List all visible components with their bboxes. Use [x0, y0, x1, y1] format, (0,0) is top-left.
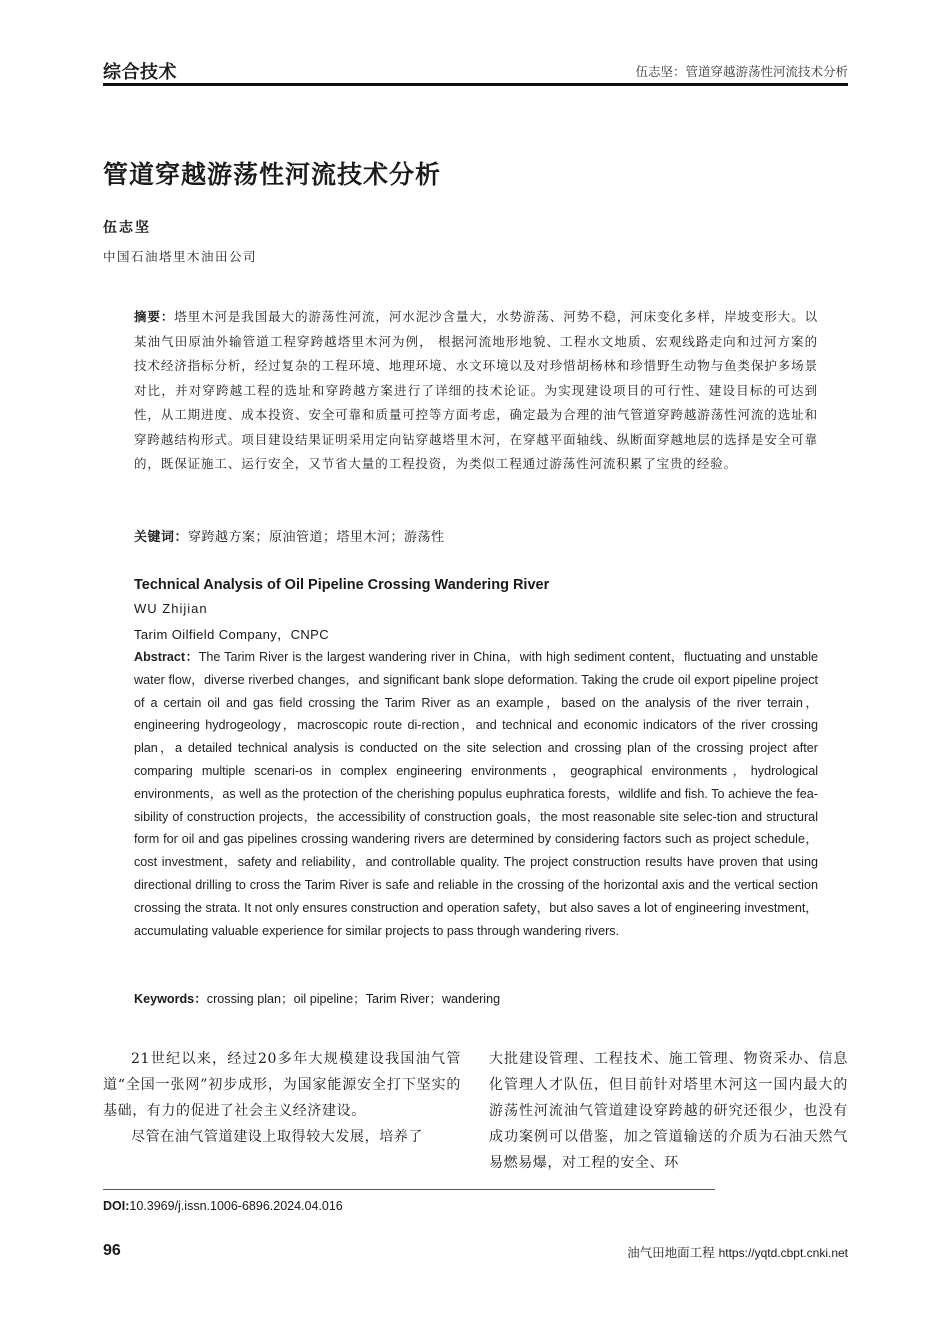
article-title: 管道穿越游荡性河流技术分析 [103, 160, 442, 189]
abstract-text-zh: 塔里木河是我国最大的游荡性河流，河水泥沙含量大，水势游荡、河势不稳，河床变化多样，岸坡变形大。以某油气田原油外输管道工程穿跨越塔里木河为例， 根据河流地形地貌、工程水文地质、宏观线路走向和过河方案的技术经济指标分析，经过复杂的工程环境、地理环境、水文环境以及对珍惜胡杨林和珍惜野生动物与鱼类保护多场景对比，并对穿跨越工程的选址和穿跨越方案进行了详细的技术论证。为实现建设项目的可行性、建设目标的可达到性，从工期进度、成本投资、安全可靠和质量可控等方面考虑，确定最为合理的油气管道穿跨越游荡性河流的选址和穿跨越结构形式。项目建设结果证明采用定向钻穿越塔里木河，在穿越平面轴线、纵断面穿越地层的选择是安全可靠的，既保证施工、运行安全，又节省大量的工程投资，为类似工程通过游荡性河流积累了宝贵的经验。 [134, 309, 819, 471]
author-affiliation-en: Tarim Oilfield Company，CNPC [134, 627, 330, 642]
keywords-label-zh: 关键词： [134, 530, 189, 545]
article-title-en: Technical Analysis of Oil Pipeline Crossing Wandering River [134, 577, 550, 593]
keywords-text-en: crossing plan；oil pipeline；Tarim River；wandering [206, 992, 501, 1006]
author-affiliation: 中国石油塔里木油田公司 [103, 249, 258, 264]
abstract-en [134, 646, 818, 942]
abstract-zh [134, 305, 818, 477]
abstract-label-en: Abstract： [134, 650, 199, 664]
keywords-en [134, 988, 818, 1007]
journal-url[interactable]: https://yqtd.cbpt.cnki.net [718, 1246, 848, 1260]
doi [103, 1199, 343, 1213]
body-paragraph: 大批建设管理、工程技术、施工管理、物资采办、信息化管理人才队伍，但目前针对塔里木河这一国内最大的游荡性河流油气管道建设穿跨越的研究还很少，也没有成功案例可以借鉴，加之管道输送的介质为石油天然气易燃易爆，对工程的安全、环 [489, 1051, 848, 1171]
body-column-right [489, 1046, 848, 1176]
journal-info [627, 1243, 848, 1261]
section-category: 综合技术 [103, 62, 177, 83]
journal-name: 油气田地面工程 [627, 1245, 715, 1260]
doi-label: DOI: [103, 1199, 130, 1213]
footnote-rule [103, 1189, 715, 1190]
body-column-left [103, 1046, 461, 1150]
author-name: 伍志坚 [103, 220, 151, 236]
keywords-text-zh: 穿跨越方案；原油管道；塔里木河；游荡性 [188, 530, 445, 545]
page-number: 96 [103, 1242, 121, 1259]
running-title: 伍志坚：管道穿越游荡性河流技术分析 [635, 64, 848, 79]
keywords-label-en: Keywords： [134, 992, 207, 1006]
keywords-zh [134, 526, 818, 545]
abstract-label-zh: 摘要： [134, 309, 175, 324]
header-rule [103, 83, 848, 86]
author-name-en: WU Zhijian [134, 601, 208, 616]
doi-link[interactable]: 10.3969/j.issn.1006-6896.2024.04.016 [129, 1199, 343, 1213]
abstract-text-en: The Tarim River is the largest wandering river in China，with high sediment content，fluctuating and unstable water flow，diverse riverbed changes，and significant bank slope deformation. Taking the crude oil export pipeline project of a certain oil and gas field crossing the Tarim River as an example，based on the analysis of the river terrain，engineering hydrogeology，macroscopic route di-rection，and technical and economic indicators of the river crossing plan，a detailed technical analysis is conducted on the site selection and crossing plan of the crossing project after comparing multiple scenari-os in complex engineering environments，geographical environments，hydrological environments，as well as the protection of the cherishing populus euphratica forests，wildlife and fish. To achieve the fea-sibility of construction projects，the accessibility of construction goals，the most reasonable site selec-tion and structural form for oil and gas pipelines crossing wandering rivers are determined by considering factors such as project schedule，cost investment，safety and reliability，and controllable quality. The project construction results have proven that using directional drilling to cross the Tarim River is safe and reliable in the crossing of the horizontal axis and the vertical section crossing the strata. It not only ensures construction and operation safety，but also saves a lot of engineering investment，accumulating valuable experience for similar projects to pass through wandering rivers. [134, 650, 818, 938]
body-paragraph: 尽管在油气管道建设上取得较大发展，培养了 [131, 1129, 423, 1145]
body-paragraph: 21世纪以来，经过20多年大规模建设我国油气管道“全国一张网”初步成形，为国家能源安全打下坚实的基础，有力的促进了社会主义经济建设。 [103, 1051, 461, 1119]
